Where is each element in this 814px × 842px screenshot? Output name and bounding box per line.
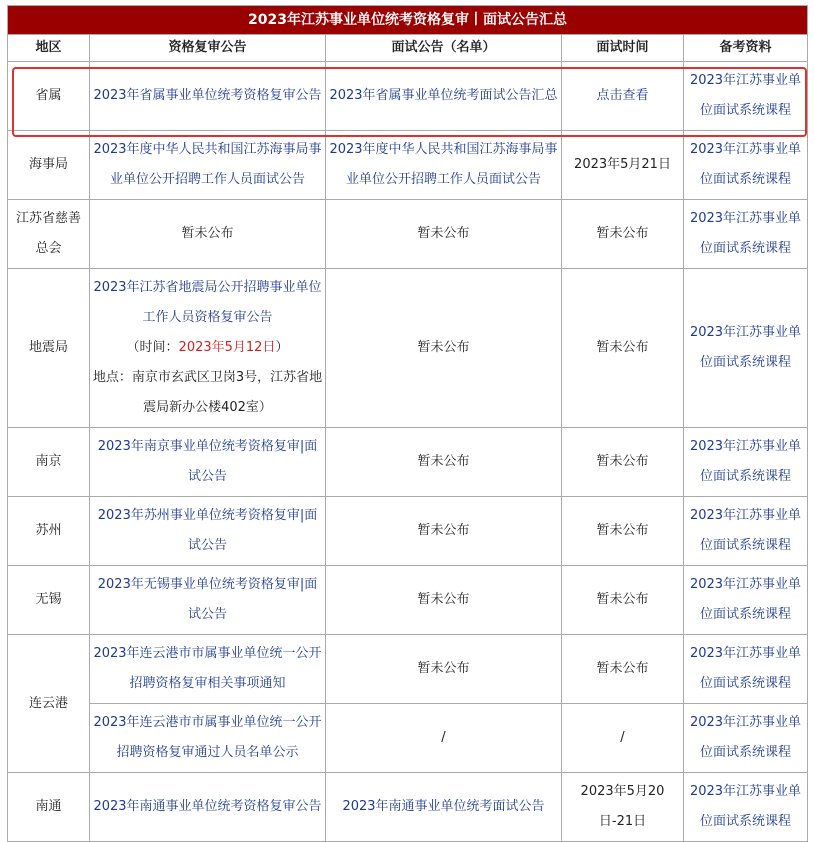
status-cell: 暂未公布: [326, 497, 562, 566]
time-suffix: ）: [275, 340, 289, 355]
interview-link[interactable]: 2023年省属事业单位统考面试公告汇总: [329, 88, 558, 103]
course-link[interactable]: 2023年江苏事业单位面试系统课程: [689, 784, 802, 829]
review-link[interactable]: 2023年连云港市市属事业单位统一公开招聘资格复审通过人员名单公示: [93, 715, 322, 760]
region-cell: 省属: [8, 62, 90, 131]
status-cell: 暂未公布: [562, 200, 684, 269]
status-cell: 暂未公布: [562, 269, 684, 428]
course-link[interactable]: 2023年江苏事业单位面试系统课程: [689, 211, 802, 256]
time-link[interactable]: 点击查看: [596, 88, 649, 103]
region-cell: 江苏省慈善总会: [8, 200, 90, 269]
header-region: 地区: [8, 35, 90, 62]
region-cell: 南京: [8, 428, 90, 497]
status-cell: 暂未公布: [562, 566, 684, 635]
review-link[interactable]: 2023年连云港市市属事业单位统一公开招聘资格复审相关事项通知: [93, 646, 322, 691]
table-row: [8, 497, 808, 566]
table-row: [8, 269, 808, 428]
time-cell: 2023年5月20日-21日: [562, 773, 684, 842]
review-link[interactable]: 2023年江苏省地震局公开招聘事业单位工作人员资格复审公告: [93, 280, 322, 325]
table-title: 2023年江苏事业单位统考资格复审丨面试公告汇总: [8, 6, 808, 35]
status-cell: 暂未公布: [562, 635, 684, 704]
review-link[interactable]: 2023年苏州事业单位统考资格复审|面试公告: [97, 508, 318, 553]
slash-cell: /: [326, 704, 562, 773]
course-link[interactable]: 2023年江苏事业单位面试系统课程: [689, 439, 802, 484]
course-link[interactable]: 2023年江苏事业单位面试系统课程: [689, 508, 802, 553]
review-link[interactable]: 2023年省属事业单位统考资格复审公告: [93, 88, 322, 103]
header-interview: 面试公告（名单）: [326, 35, 562, 62]
status-cell: 暂未公布: [562, 497, 684, 566]
region-cell: 南通: [8, 773, 90, 842]
review-link[interactable]: 2023年南京事业单位统考资格复审|面试公告: [97, 439, 318, 484]
header-time: 面试时间: [562, 35, 684, 62]
review-cell: [90, 269, 326, 428]
table-row: [8, 131, 808, 200]
table-row: [8, 62, 808, 131]
table-row: [8, 635, 808, 704]
header-review: 资格复审公告: [90, 35, 326, 62]
region-cell: 连云港: [8, 635, 90, 773]
announcement-table: [7, 5, 808, 842]
status-cell: 暂未公布: [90, 200, 326, 269]
table-row: [8, 200, 808, 269]
time-cell: 2023年5月21日: [562, 131, 684, 200]
review-link[interactable]: 2023年度中华人民共和国江苏海事局事业单位公开招聘工作人员面试公告: [93, 142, 322, 187]
course-link[interactable]: 2023年江苏事业单位面试系统课程: [689, 142, 802, 187]
table-row: [8, 428, 808, 497]
status-cell: 暂未公布: [326, 269, 562, 428]
region-cell: 无锡: [8, 566, 90, 635]
course-link[interactable]: 2023年江苏事业单位面试系统课程: [689, 577, 802, 622]
status-cell: 暂未公布: [326, 566, 562, 635]
status-cell: 暂未公布: [326, 635, 562, 704]
table-row: [8, 704, 808, 773]
header-row: [8, 35, 808, 62]
course-link[interactable]: 2023年江苏事业单位面试系统课程: [689, 646, 802, 691]
course-link[interactable]: 2023年江苏事业单位面试系统课程: [689, 715, 802, 760]
status-cell: 暂未公布: [326, 428, 562, 497]
interview-link[interactable]: 2023年南通事业单位统考面试公告: [342, 799, 545, 814]
review-link[interactable]: 2023年无锡事业单位统考资格复审|面试公告: [97, 577, 318, 622]
slash-cell: /: [562, 704, 684, 773]
region-cell: 海事局: [8, 131, 90, 200]
header-materials: 备考资料: [684, 35, 808, 62]
table-row: [8, 773, 808, 842]
table-row: [8, 566, 808, 635]
review-date: 2023年5月12日: [178, 340, 276, 355]
course-link[interactable]: 2023年江苏事业单位面试系统课程: [689, 325, 802, 370]
review-link[interactable]: 2023年南通事业单位统考资格复审公告: [93, 799, 322, 814]
region-cell: 苏州: [8, 497, 90, 566]
region-cell: 地震局: [8, 269, 90, 428]
review-place: 地点：南京市玄武区卫岗3号，江苏省地震局新办公楼402室）: [92, 370, 323, 415]
status-cell: 暂未公布: [326, 200, 562, 269]
time-prefix: （时间：: [126, 340, 179, 355]
interview-link[interactable]: 2023年度中华人民共和国江苏海事局事业单位公开招聘工作人员面试公告: [329, 142, 558, 187]
course-link[interactable]: 2023年江苏事业单位面试系统课程: [689, 73, 802, 118]
status-cell: 暂未公布: [562, 428, 684, 497]
